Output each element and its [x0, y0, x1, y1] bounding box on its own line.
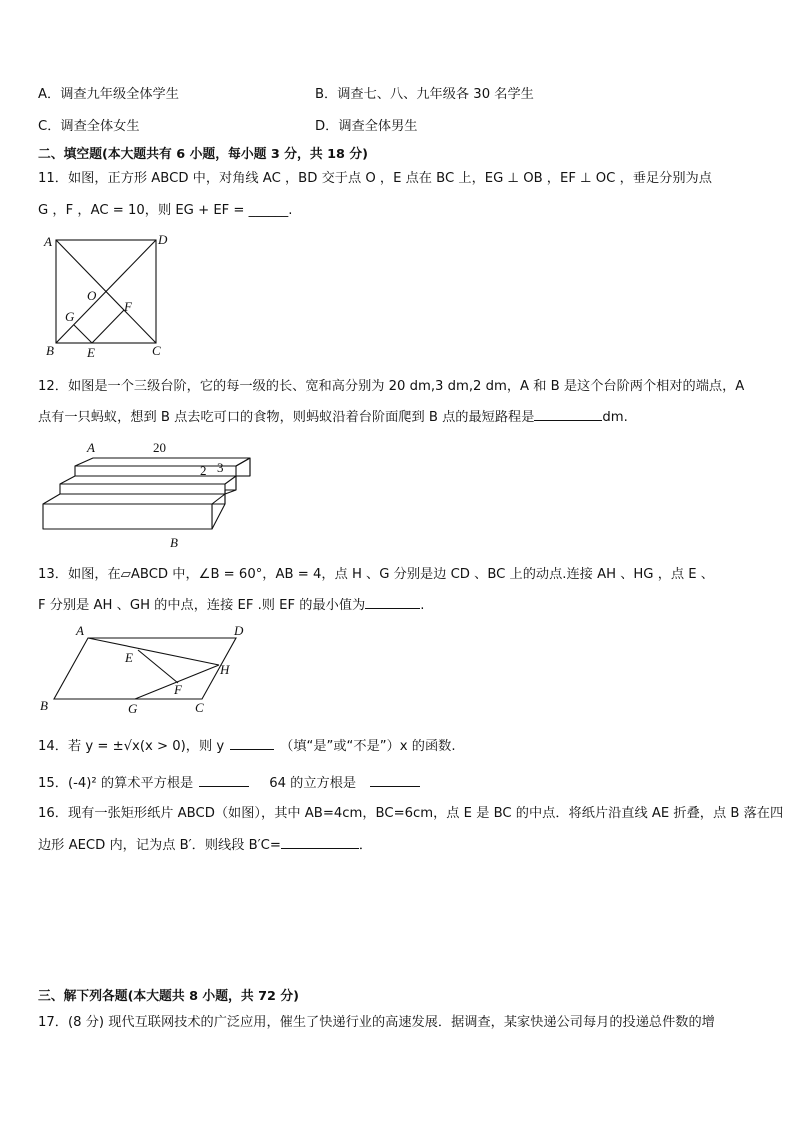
parallelogram-abcd: [54, 638, 236, 699]
q15-blank-2: [370, 774, 420, 787]
q13-line2-text: F 分别是 AH 、GH 的中点，连接 EF .则 EF 的最小值为: [38, 598, 366, 613]
label-d: D: [234, 623, 244, 638]
segment-ef: [92, 310, 124, 343]
q14-text-b: （填“是”或“不是”）x 的函数.: [280, 739, 456, 754]
label-d: D: [158, 232, 168, 247]
section-heading-solve: 三、解下列各题(本大题共 8 小题，共 72 分): [38, 989, 299, 1004]
q12-unit: dm.: [602, 410, 628, 425]
q16-line2-text: 边形 AECD 内，记为点 B′．则线段 B′C=: [38, 838, 281, 853]
q12-answer-blank: [534, 408, 602, 421]
q12-line1: 12．如图是一个三级台阶，它的每一级的长、宽和高分别为 20 dm,3 dm,2 dm，A 和 B 是这个台阶两个相对的端点，A: [38, 379, 745, 394]
label-f: F: [124, 299, 132, 314]
stairs-height-label: 2: [200, 463, 207, 478]
option-c: C．调查全体女生: [38, 119, 140, 134]
option-a: A．调查九年级全体学生: [38, 87, 179, 102]
q17-line1: 17．(8 分) 现代互联网技术的广泛应用，催生了快递行业的高速发展．据调查，某家快递公司每月的投递总件数的增: [38, 1015, 715, 1030]
segment-eg: [74, 325, 92, 343]
bottom-step-tread: [43, 494, 225, 504]
stairs-length-label: 20: [153, 440, 166, 455]
top-step-tread: [75, 458, 250, 466]
label-b: B: [46, 343, 54, 358]
q16-period: ．: [358, 838, 373, 853]
q13-answer-blank: [365, 596, 420, 609]
bottom-step-riser: [43, 504, 212, 529]
stairs-label-a: A: [87, 440, 95, 455]
q16-answer-blank: [281, 836, 359, 849]
label-b: B: [40, 698, 48, 713]
label-o: O: [87, 288, 97, 303]
option-d: D．调查全体男生: [315, 119, 418, 134]
stairs-label-b: B: [170, 535, 178, 550]
q13-line1: 13．如图，在▱ABCD 中，∠B = 60°，AB = 4，点 H 、G 分别是边 CD 、BC 上的动点.连接 AH 、HG ，点 E 、: [38, 567, 714, 582]
section-heading-fill-in: 二、填空题(本大题共有 6 小题，每小题 3 分，共 18 分): [38, 147, 368, 162]
label-e: E: [87, 345, 95, 360]
q14-line: [38, 735, 456, 754]
q12-line2-text: 点有一只蚂蚁，想到 B 点去吃可口的食物，则蚂蚁沿着台阶面爬到 B 点的最短路程是: [38, 410, 535, 425]
top-step-riser: [75, 466, 236, 476]
label-c: C: [152, 343, 161, 358]
label-h: H: [220, 662, 230, 677]
label-e: E: [125, 650, 133, 665]
q15-line: [38, 772, 420, 791]
middle-step-riser: [60, 484, 225, 494]
q11-line2: G ，F ，AC = 10，则 EG + EF = ______.: [38, 203, 293, 218]
q15-text-a: 15．(-4)² 的算术平方根是: [38, 776, 194, 791]
q13-parallelogram-figure: [38, 622, 253, 717]
label-g: G: [65, 309, 75, 324]
label-g: G: [128, 701, 138, 716]
label-a: A: [76, 623, 84, 638]
label-c: C: [195, 700, 204, 715]
q14-text-a: 14．若 y = ±√x(x > 0)，则 y: [38, 739, 225, 754]
stairs-width-label: 3: [217, 460, 224, 475]
label-a: A: [44, 234, 52, 249]
q11-line1: 11．如图，正方形 ABCD 中，对角线 AC ，BD 交于点 O ，E 点在 BC 上，EG ⊥ OB ，EF ⊥ OC ，垂足分别为点: [38, 171, 712, 186]
q16-line2: [38, 834, 372, 853]
q15-text-b: 64 的立方根是: [269, 776, 357, 791]
label-f: F: [174, 682, 182, 697]
q12-line2: [38, 406, 628, 425]
middle-step-tread: [60, 476, 236, 484]
q11-square-figure: [40, 228, 180, 363]
q13-line2: [38, 594, 424, 613]
q12-stairs-figure: [35, 436, 245, 551]
segment-ah: [88, 638, 219, 665]
q16-line1: 16．现有一张矩形纸片 ABCD（如图），其中 AB=4cm，BC=6cm，点 E 是 BC 的中点．将纸片沿直线 AE 折叠，点 B 落在四: [38, 806, 784, 821]
q15-blank-1: [199, 774, 249, 787]
q14-answer-blank: [230, 737, 274, 750]
q13-period: .: [420, 598, 425, 613]
option-b: B．调查七、八、九年级各 30 名学生: [315, 87, 534, 102]
